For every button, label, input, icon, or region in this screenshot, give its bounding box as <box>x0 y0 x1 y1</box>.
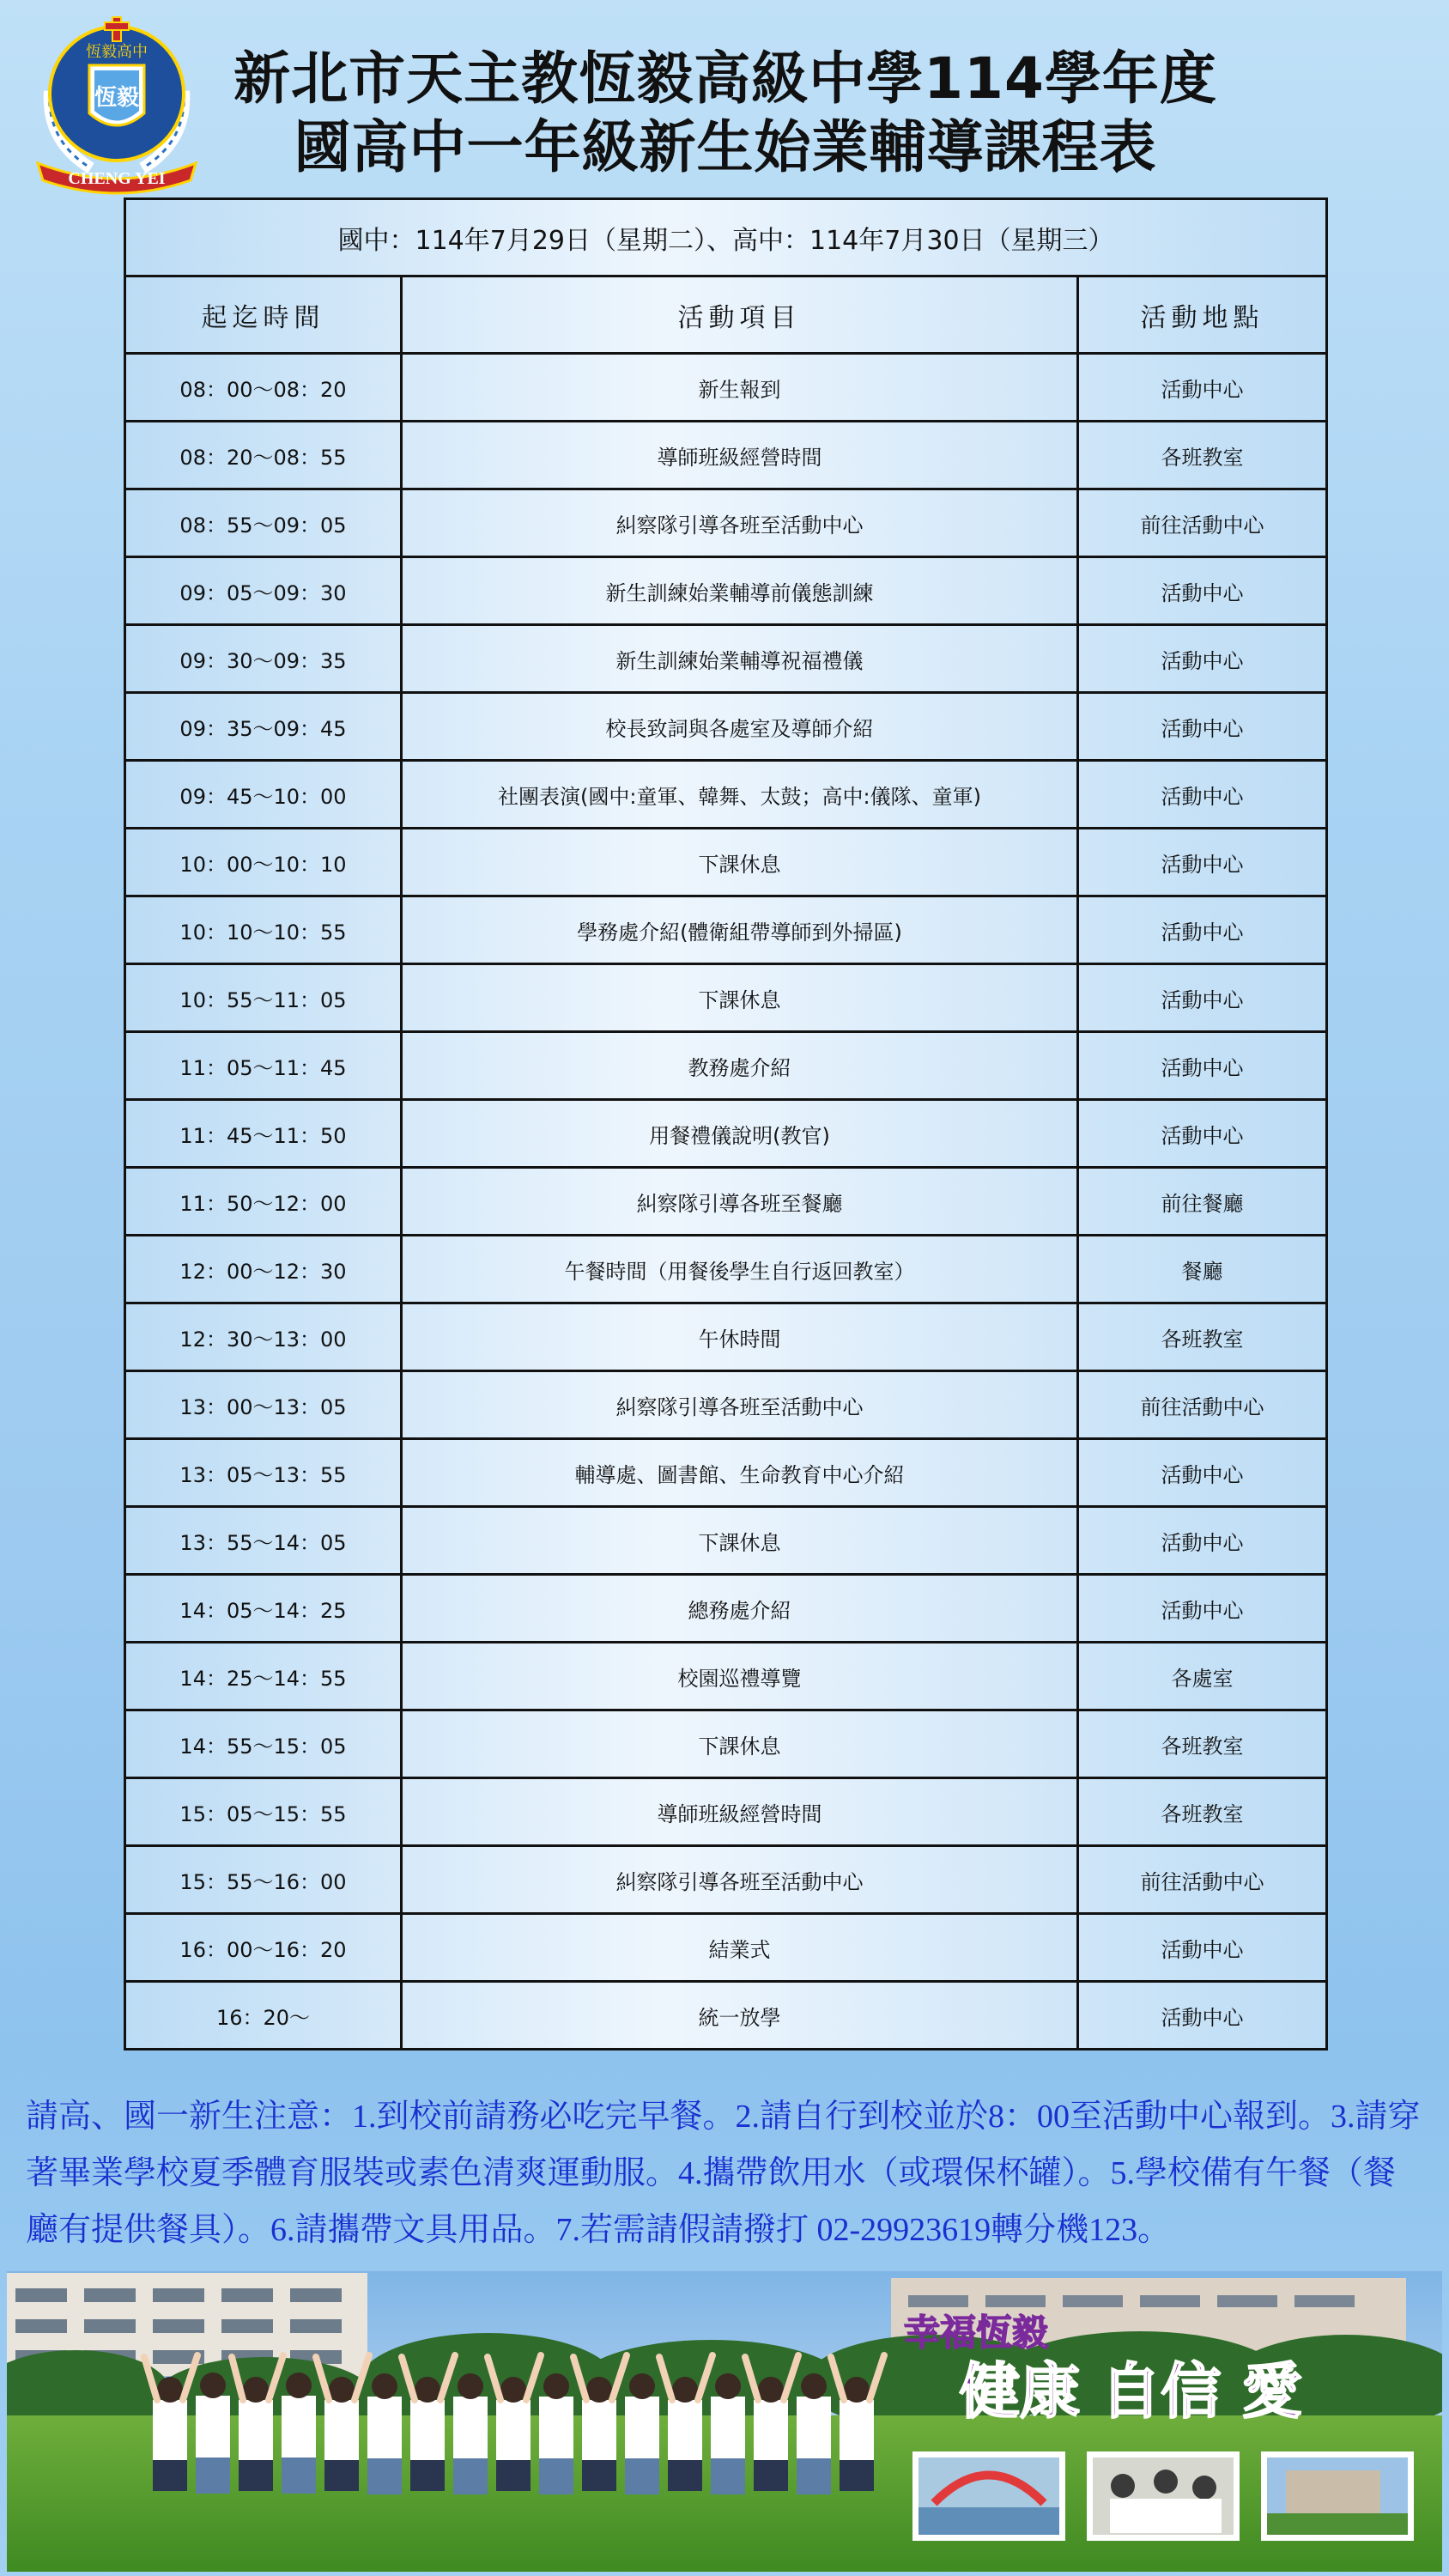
cell-activity: 結業式 <box>402 1914 1078 1982</box>
cell-time: 15：05～15：55 <box>125 1778 402 1846</box>
table-row <box>125 625 1327 693</box>
cell-location: 活動中心 <box>1078 625 1327 693</box>
table-row <box>125 693 1327 761</box>
logo-ribbon-text: CHENG YEI <box>68 169 166 188</box>
cell-activity: 下課休息 <box>402 1507 1078 1575</box>
cell-activity: 導師班級經營時間 <box>402 422 1078 489</box>
cell-activity: 社團表演(國中:童軍、韓舞、太鼓；高中:儀隊、童軍) <box>402 761 1078 829</box>
cell-activity: 糾察隊引導各班至活動中心 <box>402 1371 1078 1439</box>
cell-location: 前往餐廳 <box>1078 1168 1327 1236</box>
cell-location: 活動中心 <box>1078 1982 1327 2050</box>
cell-activity: 新生訓練始業輔導祝福禮儀 <box>402 625 1078 693</box>
cell-time: 12：30～13：00 <box>125 1303 402 1371</box>
cell-time: 14：25～14：55 <box>125 1643 402 1710</box>
inset-photo <box>1261 2451 1414 2541</box>
cell-location: 活動中心 <box>1078 896 1327 964</box>
cell-location: 活動中心 <box>1078 1507 1327 1575</box>
cell-activity: 輔導處、圖書館、生命教育中心介紹 <box>402 1439 1078 1507</box>
table-row <box>125 422 1327 489</box>
cell-location: 活動中心 <box>1078 964 1327 1032</box>
cell-time: 16：20～ <box>125 1982 402 2050</box>
cell-time: 15：55～16：00 <box>125 1846 402 1914</box>
column-header-location: 活動地點 <box>1078 276 1327 354</box>
cell-activity: 校長致詞與各處室及導師介紹 <box>402 693 1078 761</box>
cell-activity: 下課休息 <box>402 964 1078 1032</box>
table-row <box>125 1168 1327 1236</box>
cell-time: 08：20～08：55 <box>125 422 402 489</box>
notice-line: 著畢業學校夏季體育服裝或素色清爽運動服。4.攜帶飲用水（或環保杯罐）。5.學校備有午餐（餐 <box>26 2155 1397 2191</box>
cell-time: 14：55～15：05 <box>125 1710 402 1778</box>
table-row <box>125 1303 1327 1371</box>
cell-location: 活動中心 <box>1078 354 1327 422</box>
cell-time: 11：50～12：00 <box>125 1168 402 1236</box>
cell-location: 前往活動中心 <box>1078 489 1327 557</box>
cell-location: 各班教室 <box>1078 422 1327 489</box>
cell-time: 08：00～08：20 <box>125 354 402 422</box>
table-row <box>125 354 1327 422</box>
cell-location: 活動中心 <box>1078 1914 1327 1982</box>
cell-location: 餐廳 <box>1078 1236 1327 1303</box>
cell-time: 08：55～09：05 <box>125 489 402 557</box>
cell-activity: 總務處介紹 <box>402 1575 1078 1643</box>
cell-time: 09：30～09：35 <box>125 625 402 693</box>
cell-time: 10：10～10：55 <box>125 896 402 964</box>
notice-line: 廳有提供餐具）。6.請攜帶文具用品。7.若需請假請撥打 02-29923619轉分機123。 <box>26 2212 1171 2248</box>
table-row <box>125 489 1327 557</box>
table-row <box>125 1371 1327 1439</box>
cell-time: 11：05～11：45 <box>125 1032 402 1100</box>
cell-time: 11：45～11：50 <box>125 1100 402 1168</box>
cell-activity: 校園巡禮導覽 <box>402 1643 1078 1710</box>
table-row <box>125 1236 1327 1303</box>
table-row <box>125 1507 1327 1575</box>
column-header-row <box>125 276 1327 354</box>
schedule-body <box>125 354 1327 2050</box>
cell-location: 各班教室 <box>1078 1710 1327 1778</box>
cell-activity: 用餐禮儀說明(教官) <box>402 1100 1078 1168</box>
inset-photo <box>912 2451 1065 2541</box>
cell-activity: 導師班級經營時間 <box>402 1778 1078 1846</box>
table-row <box>125 829 1327 896</box>
cell-time: 13：55～14：05 <box>125 1507 402 1575</box>
cell-activity: 午休時間 <box>402 1303 1078 1371</box>
table-row <box>125 1778 1327 1846</box>
table-row <box>125 1710 1327 1778</box>
schedule-table <box>124 197 1328 2050</box>
cell-time: 14：05～14：25 <box>125 1575 402 1643</box>
cell-activity: 下課休息 <box>402 829 1078 896</box>
cell-time: 10：00～10：10 <box>125 829 402 896</box>
cell-location: 活動中心 <box>1078 1575 1327 1643</box>
notice-line: 請高、國一新生注意：1.到校前請務必吃完早餐。2.請自行到校並於8：00至活動中心報到。3.請穿 <box>26 2099 1421 2135</box>
cell-activity: 下課休息 <box>402 1710 1078 1778</box>
cell-time: 12：00～12：30 <box>125 1236 402 1303</box>
cell-time: 16：00～16：20 <box>125 1914 402 1982</box>
table-row <box>125 1439 1327 1507</box>
cell-activity: 糾察隊引導各班至活動中心 <box>402 489 1078 557</box>
cell-activity: 午餐時間（用餐後學生自行返回教室） <box>402 1236 1078 1303</box>
cell-activity: 教務處介紹 <box>402 1032 1078 1100</box>
cell-activity: 學務處介紹(體衛組帶導師到外掃區) <box>402 896 1078 964</box>
table-row <box>125 964 1327 1032</box>
cell-location: 各處室 <box>1078 1643 1327 1710</box>
logo-center-text: 恆毅 <box>94 85 140 111</box>
cell-activity: 統一放學 <box>402 1982 1078 2050</box>
table-row <box>125 557 1327 625</box>
table-row <box>125 1846 1327 1914</box>
banner-slogan-small: 幸福恆毅 <box>904 2312 1049 2354</box>
page-title-line1: 新北市天主教恆毅高級中學114學年度 <box>233 46 1217 112</box>
column-header-activity: 活動項目 <box>402 276 1078 354</box>
logo-top-text: 恆毅高中 <box>86 43 148 61</box>
cell-time: 09：45～10：00 <box>125 761 402 829</box>
table-row <box>125 1982 1327 2050</box>
cell-location: 活動中心 <box>1078 557 1327 625</box>
table-row <box>125 1032 1327 1100</box>
cell-time: 13：05～13：55 <box>125 1439 402 1507</box>
cell-location: 活動中心 <box>1078 1100 1327 1168</box>
cell-activity: 糾察隊引導各班至餐廳 <box>402 1168 1078 1236</box>
table-row <box>125 761 1327 829</box>
cell-activity: 糾察隊引導各班至活動中心 <box>402 1846 1078 1914</box>
cell-location: 各班教室 <box>1078 1778 1327 1846</box>
date-header: 國中：114年7月29日（星期二）、高中：114年7月30日（星期三） <box>125 199 1327 276</box>
school-logo <box>31 12 203 196</box>
cell-time: 09：35～09：45 <box>125 693 402 761</box>
table-row <box>125 1575 1327 1643</box>
page-title-line2: 國高中一年級新生始業輔導課程表 <box>294 114 1157 180</box>
column-header-time: 起迄時間 <box>125 276 402 354</box>
cell-activity: 新生訓練始業輔導前儀態訓練 <box>402 557 1078 625</box>
cell-location: 活動中心 <box>1078 693 1327 761</box>
inset-photo <box>1087 2451 1240 2541</box>
table-row <box>125 896 1327 964</box>
cell-location: 活動中心 <box>1078 829 1327 896</box>
table-row <box>125 1643 1327 1710</box>
cell-location: 前往活動中心 <box>1078 1846 1327 1914</box>
cell-time: 10：55～11：05 <box>125 964 402 1032</box>
cell-time: 09：05～09：30 <box>125 557 402 625</box>
cell-location: 各班教室 <box>1078 1303 1327 1371</box>
cell-location: 前往活動中心 <box>1078 1371 1327 1439</box>
table-row <box>125 1914 1327 1982</box>
cell-location: 活動中心 <box>1078 1032 1327 1100</box>
cell-location: 活動中心 <box>1078 1439 1327 1507</box>
cell-location: 活動中心 <box>1078 761 1327 829</box>
campus-banner-photo <box>7 2271 1442 2572</box>
table-row <box>125 1100 1327 1168</box>
cell-time: 13：00～13：05 <box>125 1371 402 1439</box>
notice-text <box>26 2088 1425 2258</box>
cell-activity: 新生報到 <box>402 354 1078 422</box>
banner-slogan-big: 健康 自信 愛 <box>960 2356 1302 2427</box>
